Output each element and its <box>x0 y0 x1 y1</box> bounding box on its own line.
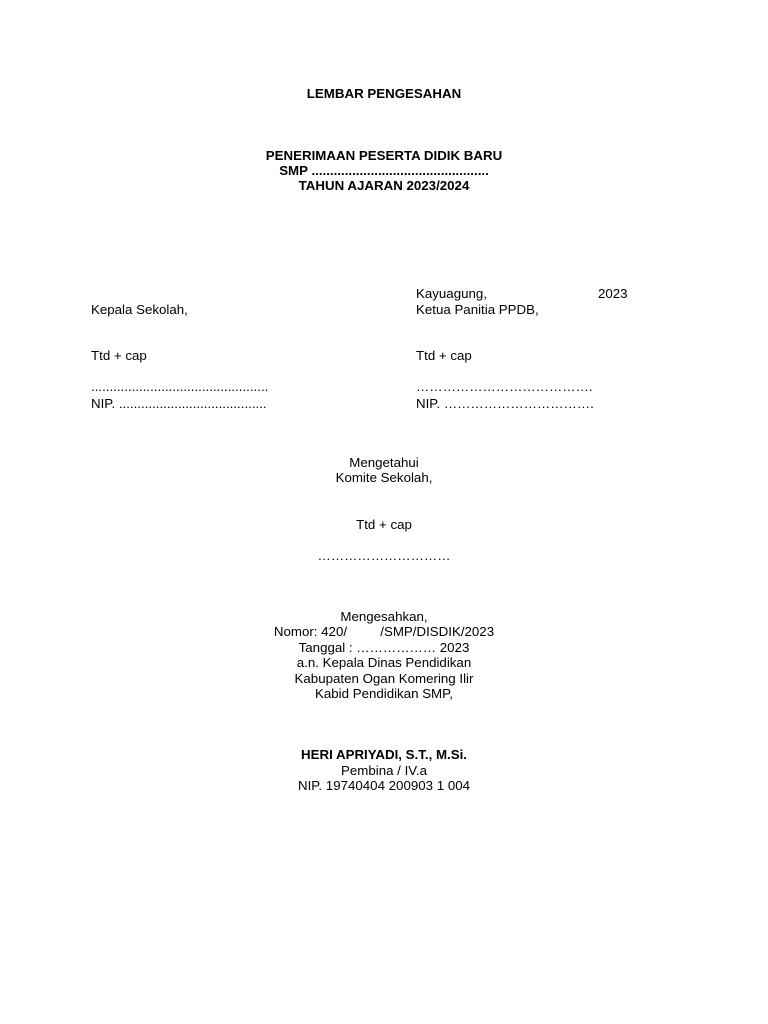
ratification-division: Kabid Pendidikan SMP, <box>315 686 453 701</box>
document-title: LEMBAR PENGESAHAN <box>306 86 462 101</box>
left-signatory-role: Kepala Sekolah, <box>91 302 188 317</box>
official-name: HERI APRIYADI, S.T., M.Si. <box>301 747 467 762</box>
ratification-date: Tanggal : ……………… 2023 <box>298 640 470 655</box>
committee-sign-note: Ttd + cap <box>356 517 412 532</box>
place-label: Kayuagung, <box>416 286 487 301</box>
right-signatory-role: Ketua Panitia PPDB, <box>416 302 539 317</box>
subtitle-school: SMP ................................................ <box>279 163 489 178</box>
right-name-line: …………………………………. <box>416 379 593 394</box>
ratification-label: Mengesahkan, <box>340 609 428 624</box>
committee-label: Mengetahui <box>349 455 419 470</box>
left-nip-line: NIP. ........................................ <box>91 396 267 411</box>
official-rank: Pembina / IV.a <box>341 763 427 778</box>
ratification-regency: Kabupaten Ogan Komering Ilir <box>294 671 474 686</box>
subtitle-academic-year: TAHUN AJARAN 2023/2024 <box>298 178 470 193</box>
right-nip-line: NIP. ……………………………. <box>416 396 594 411</box>
left-sign-note: Ttd + cap <box>91 348 147 363</box>
subtitle-program: PENERIMAAN PESERTA DIDIK BARU <box>265 148 503 163</box>
ratification-on-behalf: a.n. Kepala Dinas Pendidikan <box>296 655 472 670</box>
committee-role: Komite Sekolah, <box>335 470 433 485</box>
ratification-number: Nomor: 420/ /SMP/DISDIK/2023 <box>273 624 495 639</box>
left-name-line: ................................................ <box>91 379 269 394</box>
date-year: 2023 <box>598 286 628 301</box>
committee-name-line: ………………………… <box>317 548 451 563</box>
official-nip: NIP. 19740404 200903 1 004 <box>297 778 471 793</box>
right-sign-note: Ttd + cap <box>416 348 472 363</box>
